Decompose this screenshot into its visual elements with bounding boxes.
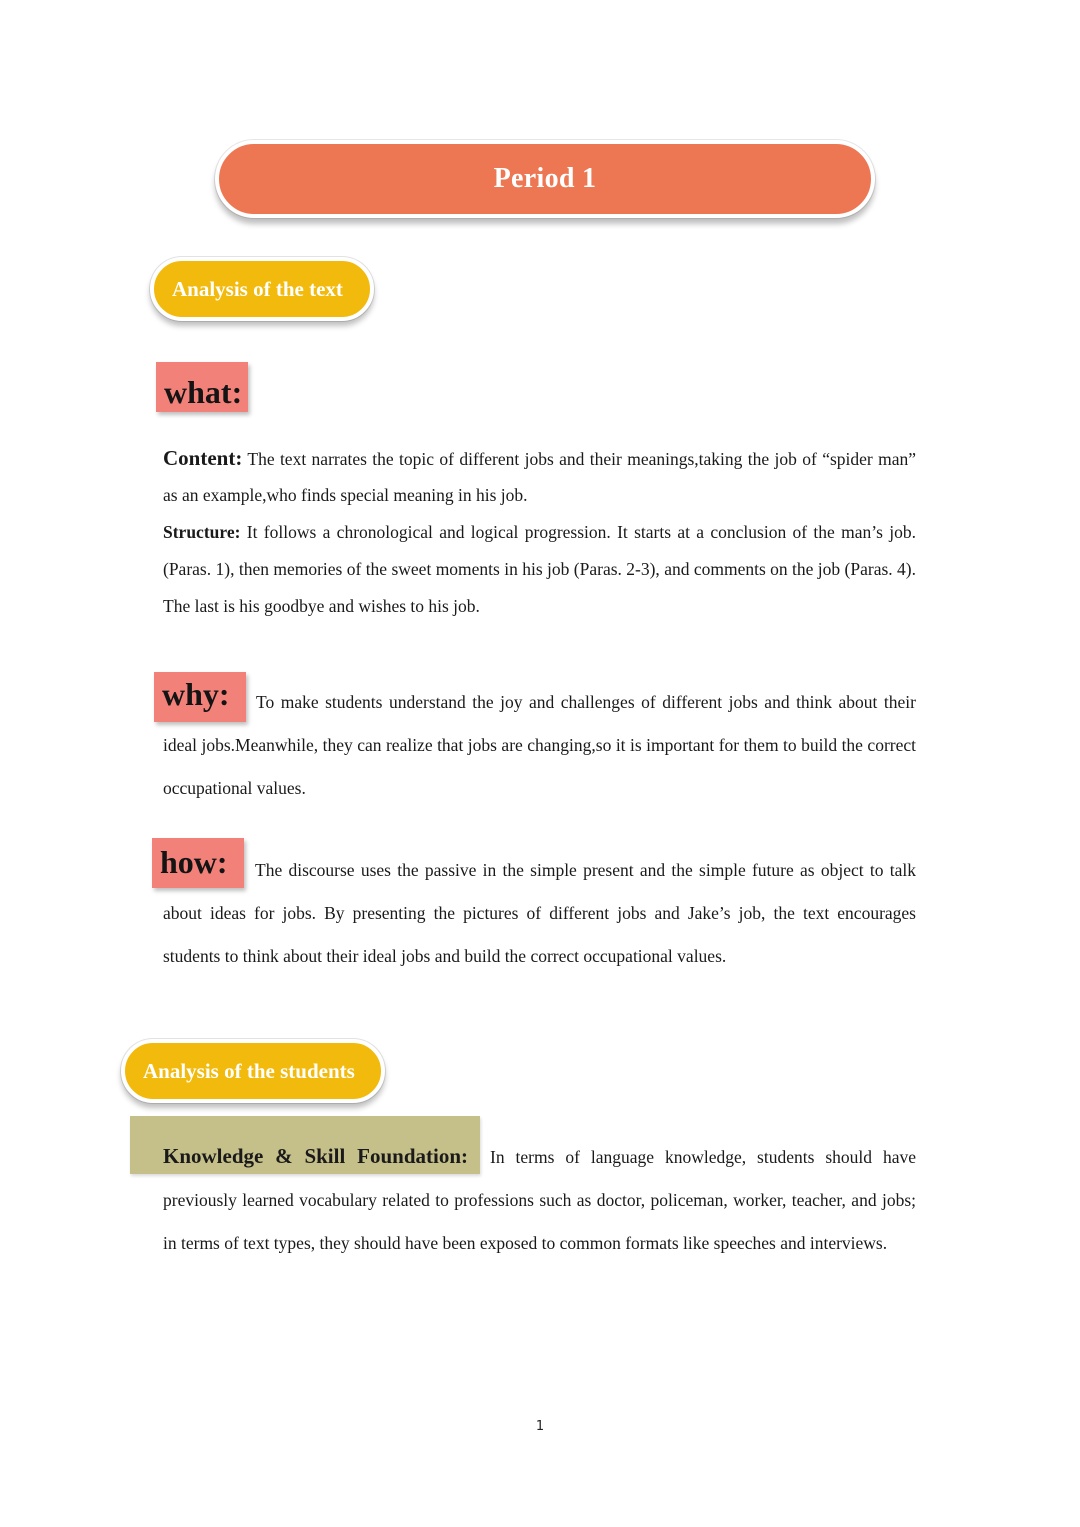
section-pill-students-analysis bbox=[121, 1039, 385, 1103]
why-tag: why: bbox=[154, 672, 246, 722]
content-label: Content: bbox=[163, 446, 243, 470]
what-tag: what: bbox=[156, 362, 248, 412]
how-paragraph: The discourse uses the passive in the simple present and the simple future as object to talk about ideas for jobs. By presenting the pictures of different jobs and Jake’s job, the text encourages students to think about their ideal jobs and build the correct occupational values. bbox=[163, 860, 916, 966]
page-number: 1 bbox=[535, 1419, 545, 1434]
content-paragraph bbox=[163, 440, 916, 513]
section-title-text-analysis: Analysis of the text bbox=[172, 276, 343, 301]
content-text: The text narrates the topic of different jobs and their meanings,taking the job of “spider man” as an example,who finds special meaning in his job. bbox=[163, 449, 916, 505]
section-pill-text-analysis bbox=[150, 257, 374, 321]
structure-text: It follows a chronological and logical progression. It starts at a conclusion of the man’s job. (Paras. 1), then memories of the sweet moments in his job (Paras. 2-3), and comments on the job (Paras. 4). The last is his goodbye and wishes to his job. bbox=[163, 522, 916, 616]
how-tag: how: bbox=[152, 838, 244, 888]
why-paragraph: To make students understand the joy and challenges of different jobs and think about their ideal jobs.Meanwhile, they can realize that jobs are changing,so it is important for them to build the correct occupational values. bbox=[163, 692, 916, 798]
period-title: Period 1 bbox=[493, 163, 597, 194]
knowledge-text: In terms of language knowledge, students should have previously learned vocabulary related to professions such as doctor, policeman, worker, teacher, and jobs; in terms of text types, they should have been exposed to common formats like speeches and interviews. bbox=[163, 1147, 916, 1253]
period-banner bbox=[215, 140, 875, 218]
knowledge-label: Knowledge & Skill Foundation: bbox=[163, 1144, 468, 1168]
structure-label: Structure: bbox=[163, 522, 241, 542]
knowledge-paragraph bbox=[163, 1135, 916, 1265]
section-title-students-analysis: Analysis of the students bbox=[143, 1058, 355, 1083]
structure-paragraph bbox=[163, 514, 916, 625]
